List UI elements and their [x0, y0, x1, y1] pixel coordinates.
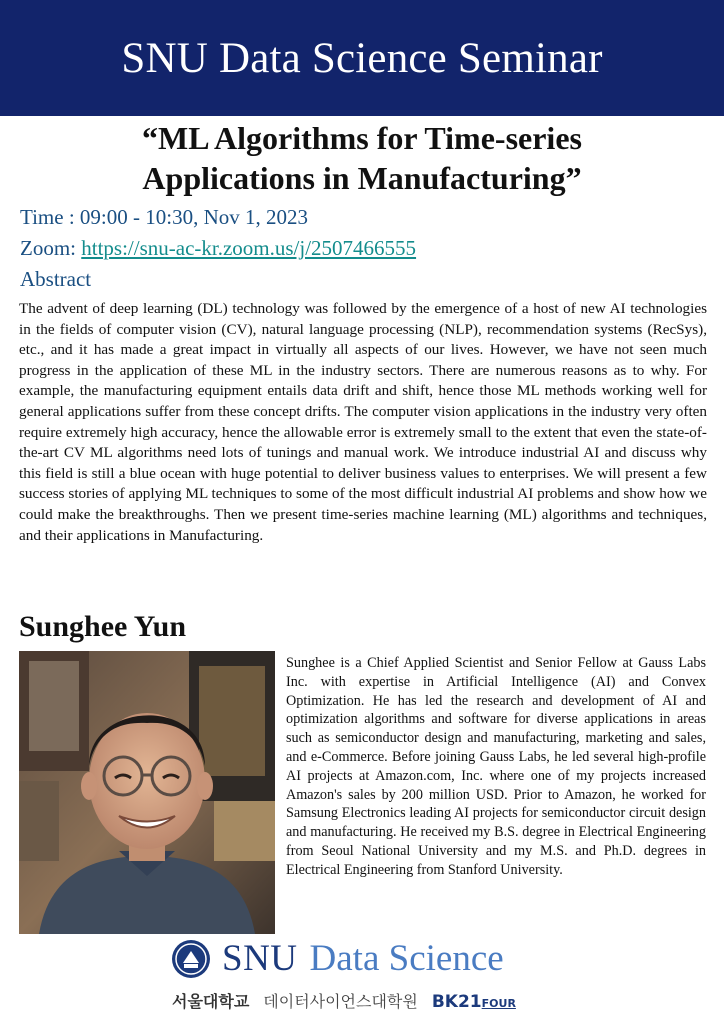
speaker-bio: Sunghee is a Chief Applied Scientist and Senior Fellow at Gauss Labs Inc. with expertise in Artificial Intelligence (AI) and Convex Optimization. He has led the research and development of AI and optimization algorithms and software for diverse applications in areas such as semiconductor design and manufacturing, marketing and sales, and e-Commerce. Before joining Gauss Labs, he led several high-profile AI projects at Amazon.com, Inc. where one of my projects increased Amazon's sales by 200 million USD. Prior to Amazon, he worked for Samsung Electronics leading AI projects for semiconductor circuit design and manufacturing. He received my B.S. degree in Electrical Engineering from Seoul National University and my M.S. and Ph.D. degrees in Electrical Engineering from Stanford University. — [286, 655, 706, 878]
banner-title: SNU Data Science Seminar — [121, 34, 603, 82]
header-banner — [0, 0, 724, 116]
snu-emblem-icon — [170, 938, 212, 980]
zoom-row — [20, 236, 416, 261]
logo-data-science-text: Data Science — [309, 938, 504, 979]
footer-graduate-school: 데이터사이언스대학원 — [263, 992, 418, 1011]
logo-snu-text: SNU — [222, 938, 298, 979]
zoom-link[interactable]: https://snu-ac-kr.zoom.us/j/2507466555 — [81, 236, 417, 260]
snu-data-science-logo — [170, 937, 504, 980]
time-label: Time : — [20, 205, 75, 229]
footer-bk21: BK21 — [431, 992, 482, 1012]
talk-title — [0, 118, 724, 198]
speaker-portrait-image — [19, 651, 275, 934]
abstract-heading: Abstract — [20, 267, 92, 291]
speaker-name: Sunghee Yun — [19, 610, 187, 643]
zoom-label: Zoom: — [20, 236, 76, 260]
abstract-text: The advent of deep learning (DL) technology was followed by the emergence of a host of new AI technologies in the fields of computer vision (CV), natural language processing (NLP), recommendation systems (RecSys), etc., and it has made a great impact in virtually all aspects of our lives. However, we have not seen much progress in the application of these ML in the industry sectors. There are numerous reasons as to why. For example, the manufacturing equipment entails data drift and shift, hence those ML methods working well for general applications suffer from these concept drifts. The computer vision applications in the industry very often require extremely high accuracy, hence the allowable error is extremely small to the extent that even the state-of-the-art CV ML algorithms need lots of tunings and manual work. We introduce industrial AI and discuss why this field is still a blue ocean with huge potential to deliver business values to enterprises. We will present a few success stories of applying ML techniques to some of the most difficult industrial AI problems and show how we could make the breakthroughs. Then we present time-series machine learning (ML) algorithms and techniques, and their applications in Manufacturing. — [19, 300, 707, 544]
footer-four: FOUR — [481, 997, 516, 1010]
footer-university: 서울대학교 — [172, 992, 250, 1011]
time-value: 09:00 - 10:30, Nov 1, 2023 — [79, 205, 308, 229]
footer-affiliations — [172, 989, 516, 1012]
speaker-photo — [19, 651, 275, 934]
talk-title-line-1: “ML Algorithms for Time-series — [142, 120, 582, 156]
time-row — [20, 205, 308, 230]
talk-title-line-2: Applications in Manufacturing” — [142, 160, 582, 196]
